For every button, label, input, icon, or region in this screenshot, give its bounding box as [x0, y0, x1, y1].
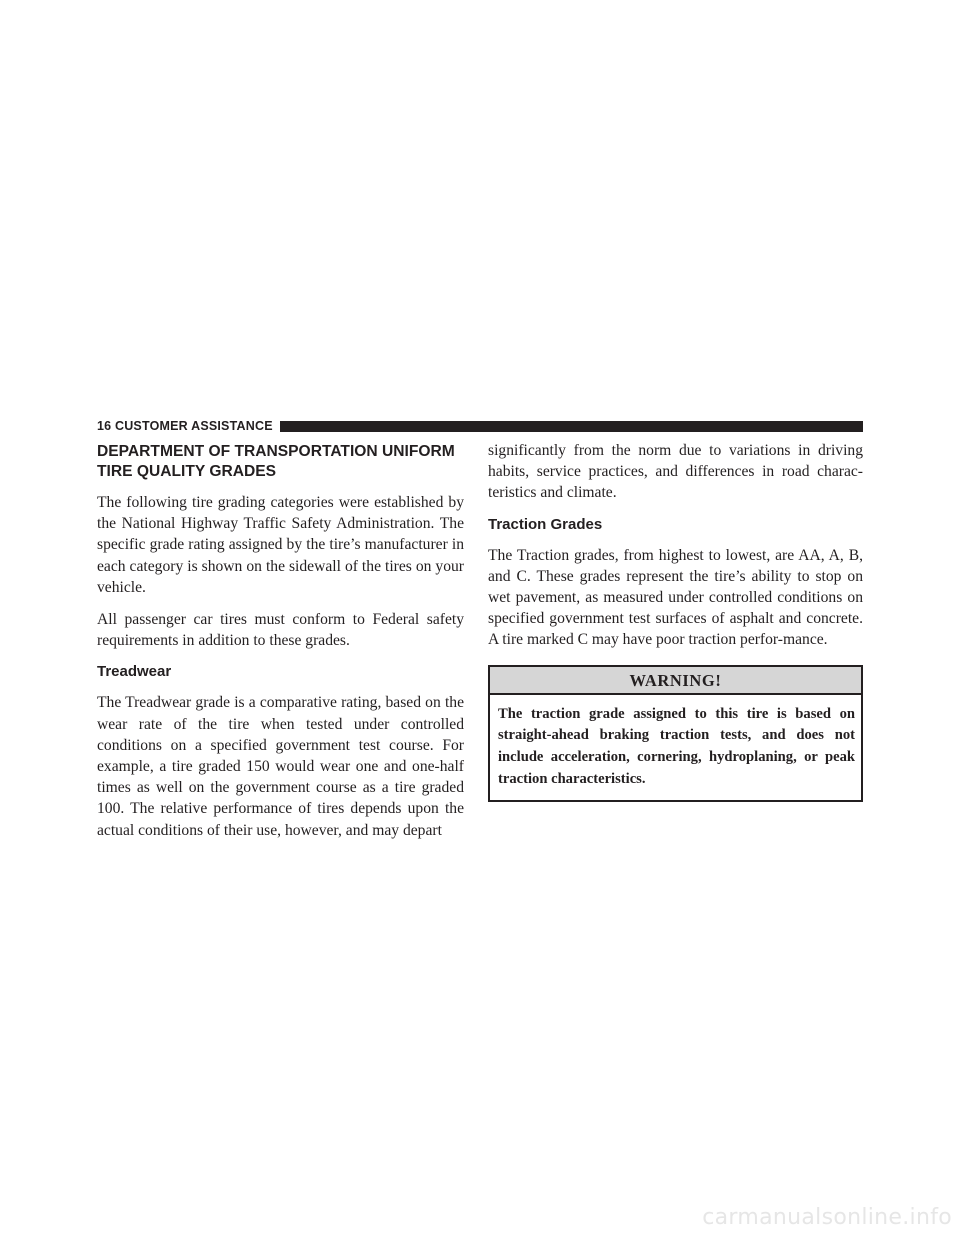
- continued-paragraph: significantly from the norm due to variations in driving habits, service practices, and differences in road charac-teristics and climate.: [488, 442, 863, 502]
- traction-paragraph: The Traction grades, from highest to lowest, are AA, A, B, and C. These grades represent the tire’s ability to stop on wet pavement, as measured under controlled conditions on specified government test surfaces of asphalt and concrete. A tire marked C may have poor traction perfor-mance.: [488, 546, 863, 649]
- conform-paragraph: All passenger car tires must conform to Federal safety requirements in addition to these grades.: [97, 611, 464, 650]
- intro-paragraph: The following tire grading categories were established by the National Highway Traffic Safety Administration. The specific grade rating assigned by the tire’s manufacturer in each category is shown on the sidewall of the tires on your vehicle.: [97, 494, 464, 596]
- left-column: [97, 440, 464, 852]
- watermark: carmanualsonline.info: [702, 1205, 952, 1230]
- header-rule: [280, 421, 863, 432]
- page-header: [97, 418, 863, 434]
- warning-text: The traction grade assigned to this tire is based on straight-ahead braking traction tests, and does not include acceleration, cornering, hydroplaning, or peak traction characteristics.: [498, 705, 855, 788]
- traction-heading: Traction Grades: [488, 515, 603, 533]
- page-number-and-section: 16 CUSTOMER ASSISTANCE: [97, 419, 273, 433]
- treadwear-heading: Treadwear: [97, 663, 172, 681]
- treadwear-paragraph: The Treadwear grade is a comparative rating, based on the wear rate of the tire when tested under controlled conditions on a specified government test course. For example, a tire graded 150 would wear one and one-half times as well on the government course as a tire graded 100. The relative performance of tires depends upon the actual conditions of their use, however, and may depart: [97, 694, 464, 839]
- warning-box: [488, 665, 863, 802]
- warning-title: WARNING!: [490, 667, 861, 695]
- section-title: DEPARTMENT OF TRANSPORTATION UNIFORM TIRE QUALITY GRADES: [97, 443, 455, 480]
- right-column: [488, 440, 863, 802]
